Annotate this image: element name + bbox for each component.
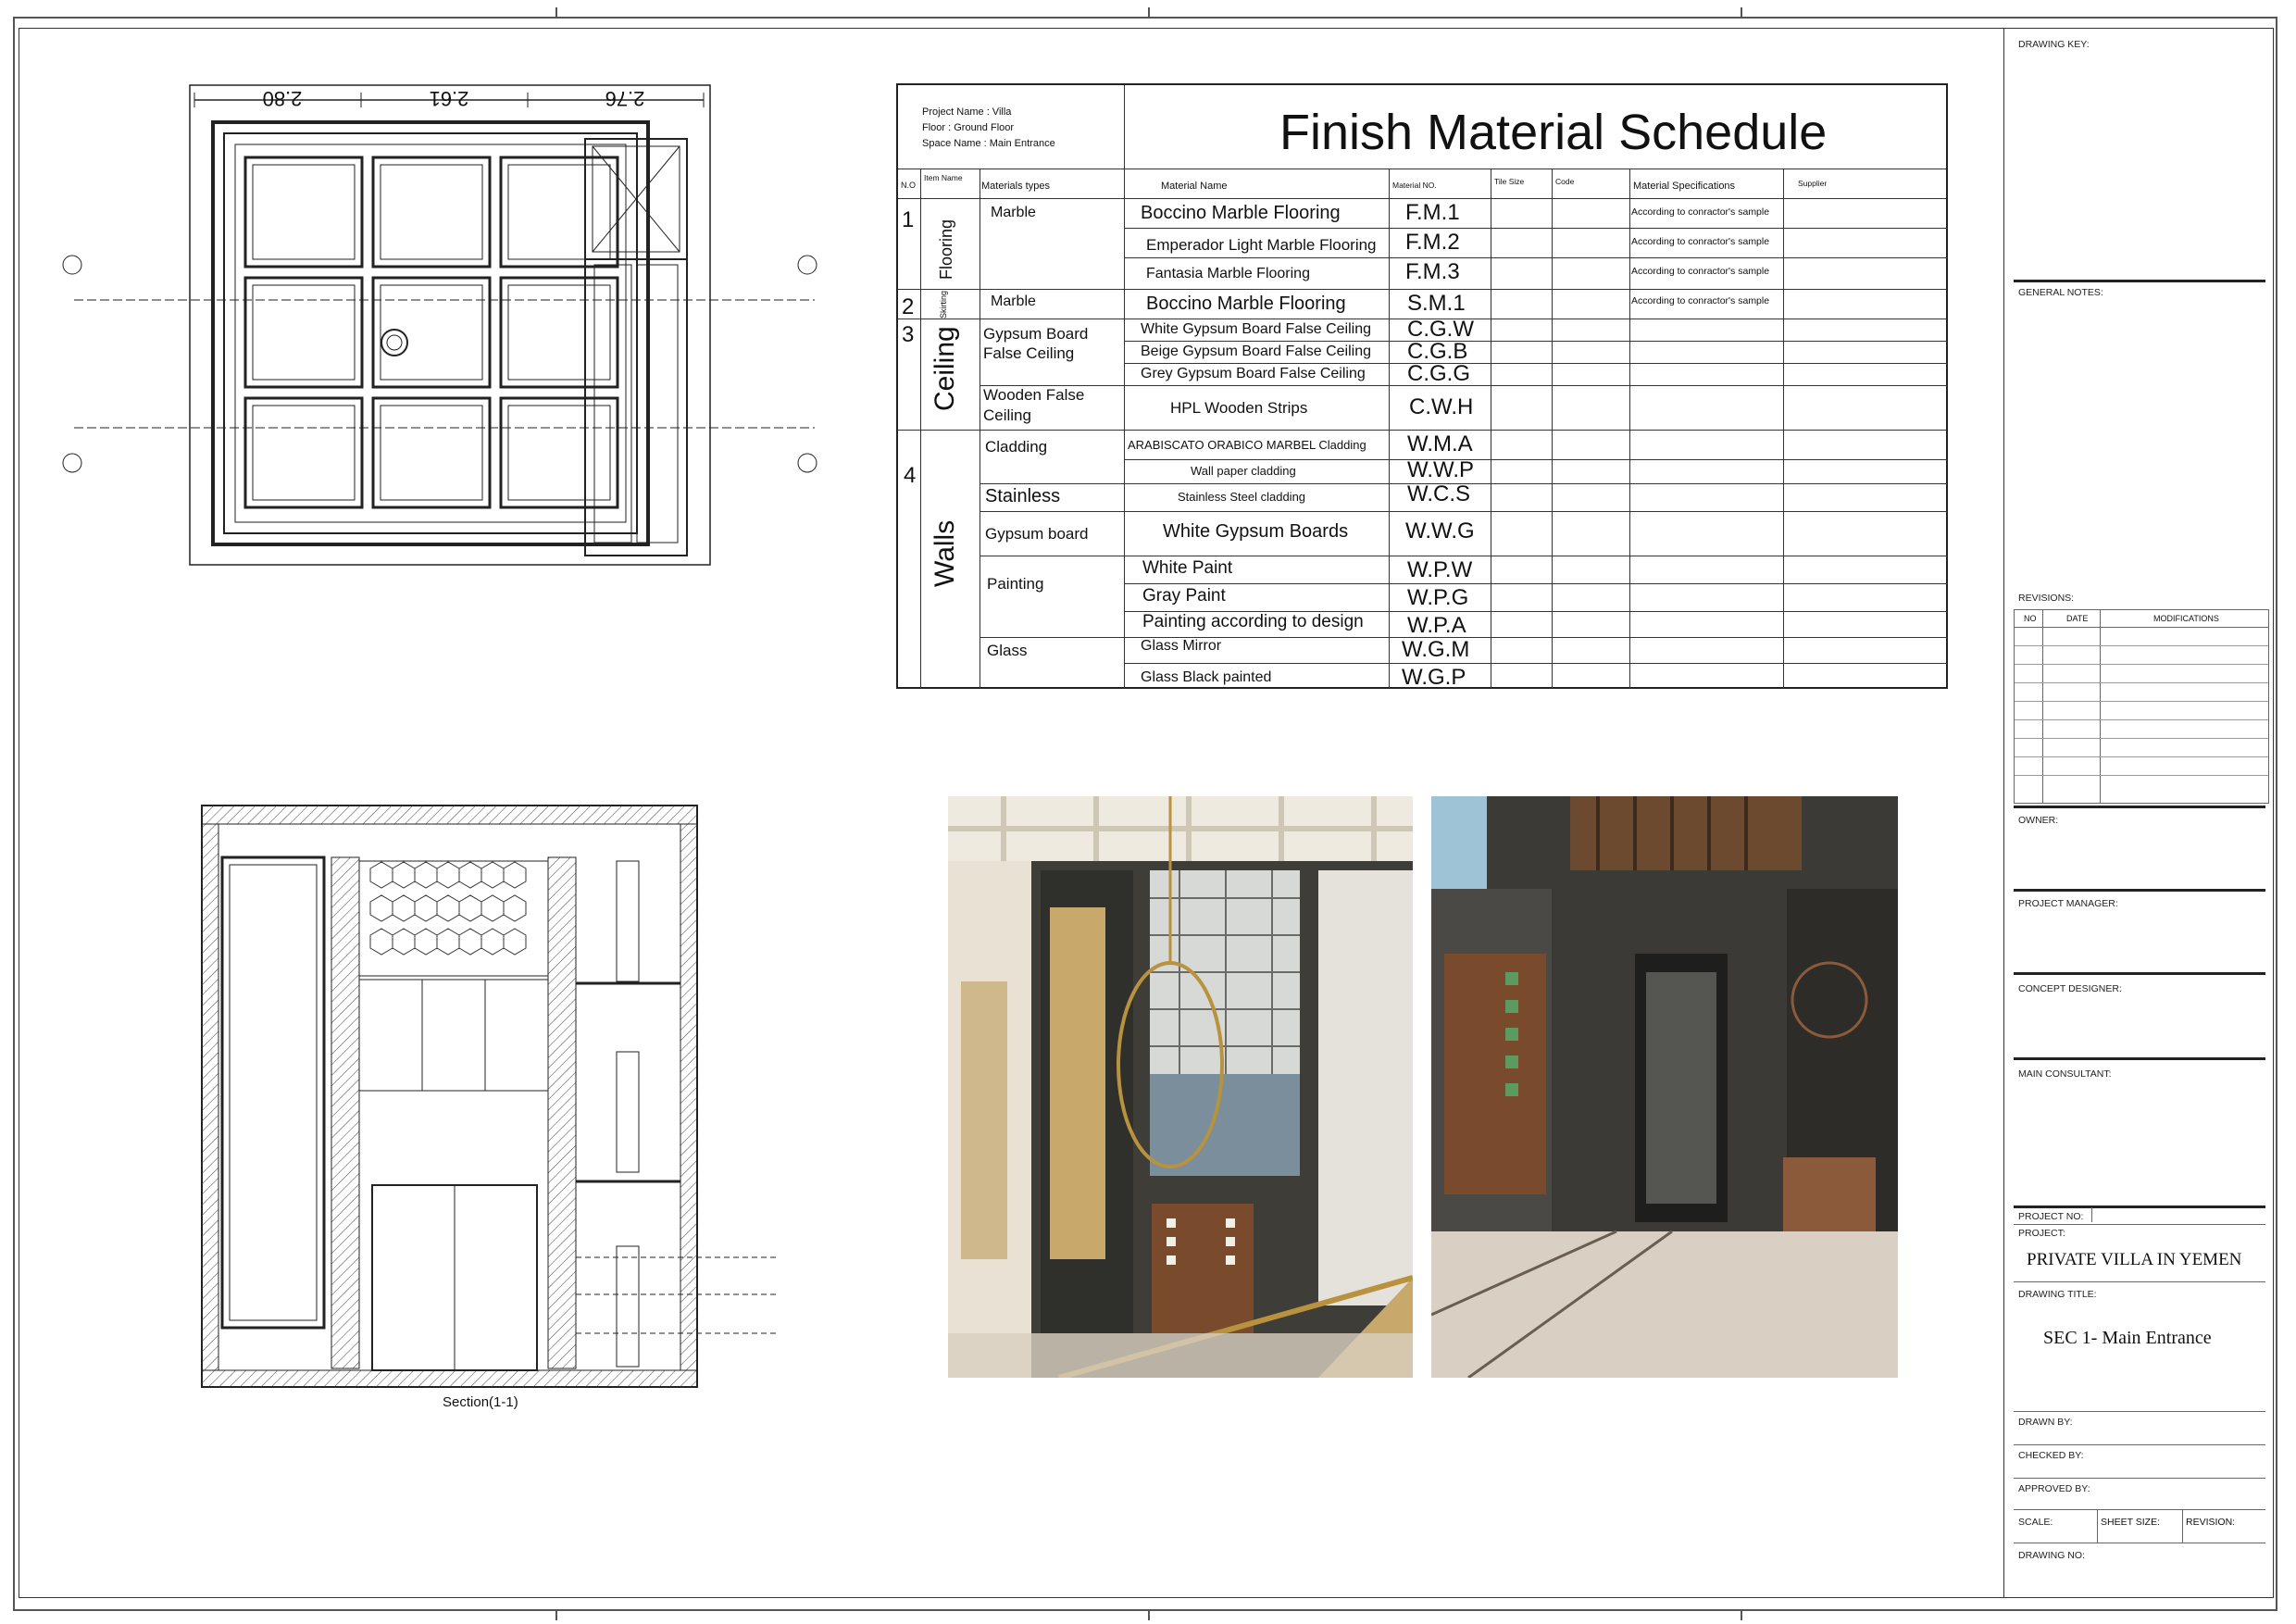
section-drawing xyxy=(194,804,842,1415)
group-1-item: Flooring xyxy=(937,219,955,280)
type-stainless: Stainless xyxy=(985,486,1061,506)
title-block xyxy=(2003,28,2274,1598)
group-4-no: 4 xyxy=(904,463,917,488)
row-name: White Gypsum Boards xyxy=(1163,521,1349,542)
row-name: White Gypsum Board False Ceiling xyxy=(1141,321,1371,337)
group-4-item: Walls xyxy=(930,519,960,587)
row-spec: According to conractor's sample xyxy=(1631,206,1770,218)
group-1-no: 1 xyxy=(902,207,915,232)
grid-tick xyxy=(1148,1609,1150,1620)
row-name: Stainless Steel cladding xyxy=(1178,490,1306,504)
row-name: Boccino Marble Flooring xyxy=(1146,294,1346,314)
group-2-item: Skirting xyxy=(939,290,948,319)
row-name: ARABISCATO ORABICO MARBEL Cladding xyxy=(1128,438,1366,452)
group-3-item: Ceiling xyxy=(930,326,960,411)
row-no: C.G.G xyxy=(1407,361,1471,386)
row-no: W.C.S xyxy=(1407,481,1471,506)
row-spec: According to conractor's sample xyxy=(1631,236,1770,247)
row-name: Painting according to design xyxy=(1142,612,1364,631)
header-material-name: Material Name xyxy=(1161,181,1228,192)
revision-label: REVISION: xyxy=(2186,1517,2236,1528)
row-name: Gray Paint xyxy=(1142,586,1226,606)
drawing-no-label: DRAWING NO: xyxy=(2018,1550,2085,1561)
project-name: Project Name : Villa xyxy=(922,106,1012,118)
sheet-size-label: SHEET SIZE: xyxy=(2101,1517,2160,1528)
project-label: PROJECT: xyxy=(2018,1228,2065,1239)
row-spec: According to conractor's sample xyxy=(1631,295,1770,306)
group-3-no: 3 xyxy=(902,322,915,347)
grid-tick xyxy=(555,1609,557,1620)
revisions-table xyxy=(2014,609,2269,804)
row-no: C.G.B xyxy=(1407,339,1468,364)
drawing-title-label: DRAWING TITLE: xyxy=(2018,1289,2097,1300)
render-image-2 xyxy=(1431,796,1898,1378)
row-name: Grey Gypsum Board False Ceiling xyxy=(1141,366,1366,381)
main-consultant-label: MAIN CONSULTANT: xyxy=(2018,1068,2112,1080)
type-painting: Painting xyxy=(987,575,1044,593)
plan-dim-2: 2.61 xyxy=(429,87,469,110)
header-code: Code xyxy=(1555,177,1575,186)
row-no: W.W.G xyxy=(1405,518,1475,543)
owner-label: OWNER: xyxy=(2018,815,2059,826)
plan-dim-1: 2.76 xyxy=(605,87,645,110)
scale-label: SCALE: xyxy=(2018,1517,2053,1528)
header-tile-size: Tile Size xyxy=(1494,177,1525,186)
type-marble-1: Marble xyxy=(991,205,1036,220)
row-name: Wall paper cladding xyxy=(1191,464,1296,478)
space-name: Space Name : Main Entrance xyxy=(922,138,1055,149)
header-no: N.O xyxy=(901,181,917,190)
type-marble-2: Marble xyxy=(991,294,1036,309)
row-name: Emperador Light Marble Flooring xyxy=(1146,236,1377,254)
rev-date-header: DATE xyxy=(2066,614,2089,623)
row-no: F.M.1 xyxy=(1405,200,1460,225)
row-no: W.W.P xyxy=(1407,457,1474,482)
floor-name: Floor : Ground Floor xyxy=(922,122,1015,133)
row-no: W.G.M xyxy=(1402,637,1470,662)
drawing-title-value: SEC 1- Main Entrance xyxy=(2043,1328,2212,1348)
type-gypsum-board: Gypsum board xyxy=(985,525,1089,543)
header-item-name: Item Name xyxy=(924,173,963,182)
row-name: Glass Mirror xyxy=(1141,638,1222,654)
drawing-key-label: DRAWING KEY: xyxy=(2018,39,2090,50)
row-no: C.W.H xyxy=(1409,394,1474,419)
row-no: S.M.1 xyxy=(1407,291,1466,316)
header-material-types: Materials types xyxy=(981,181,1050,192)
row-no: W.P.A xyxy=(1407,613,1466,638)
grid-tick xyxy=(1148,7,1150,19)
header-supplier: Supplier xyxy=(1798,179,1828,188)
header-material-no: Material NO. xyxy=(1392,181,1437,190)
row-no: F.M.3 xyxy=(1405,259,1460,284)
rev-no-header: NO xyxy=(2024,614,2037,623)
render-image-1 xyxy=(948,796,1413,1378)
grid-tick xyxy=(1741,7,1742,19)
approved-by-label: APPROVED BY: xyxy=(2018,1483,2090,1494)
row-name: HPL Wooden Strips xyxy=(1170,399,1308,417)
section-label: Section(1-1) xyxy=(443,1394,518,1410)
project-no-label: PROJECT NO: xyxy=(2018,1211,2084,1222)
grid-tick xyxy=(1741,1609,1742,1620)
project-manager-label: PROJECT MANAGER: xyxy=(2018,898,2118,909)
project-value: PRIVATE VILLA IN YEMEN xyxy=(2027,1250,2242,1269)
row-name: Glass Black painted xyxy=(1141,669,1272,685)
row-no: F.M.2 xyxy=(1405,230,1460,255)
group-2-no: 2 xyxy=(902,294,915,319)
concept-designer-label: CONCEPT DESIGNER: xyxy=(2018,983,2122,994)
row-name: White Paint xyxy=(1142,558,1233,578)
schedule-title: Finish Material Schedule xyxy=(1279,105,1828,160)
type-glass: Glass xyxy=(987,642,1028,659)
grid-tick xyxy=(555,7,557,19)
general-notes-label: GENERAL NOTES: xyxy=(2018,287,2103,298)
row-no: W.P.G xyxy=(1407,585,1469,610)
row-no: C.G.W xyxy=(1407,317,1474,342)
ceiling-plan-drawing xyxy=(56,74,833,574)
type-wooden-false-2: Ceiling xyxy=(983,406,1031,424)
checked-by-label: CHECKED BY: xyxy=(2018,1450,2084,1461)
drawn-by-label: DRAWN BY: xyxy=(2018,1417,2073,1428)
row-no: W.G.P xyxy=(1402,665,1466,690)
row-name: Fantasia Marble Flooring xyxy=(1146,266,1310,281)
finish-material-schedule xyxy=(896,83,1948,689)
row-spec: According to conractor's sample xyxy=(1631,266,1770,277)
plan-dim-3: 2.80 xyxy=(262,87,303,110)
type-gypsum-false-1: Gypsum Board xyxy=(983,325,1089,343)
row-no: W.M.A xyxy=(1407,431,1473,456)
header-specifications: Material Specifications xyxy=(1633,181,1736,192)
type-gypsum-false-2: False Ceiling xyxy=(983,344,1075,362)
row-no: W.P.W xyxy=(1407,557,1473,582)
row-name: Beige Gypsum Board False Ceiling xyxy=(1141,344,1372,359)
type-cladding: Cladding xyxy=(985,438,1048,456)
type-wooden-false-1: Wooden False xyxy=(983,386,1085,404)
revisions-label: REVISIONS: xyxy=(2018,593,2075,604)
rev-modifications-header: MODIFICATIONS xyxy=(2153,614,2219,623)
row-name: Boccino Marble Flooring xyxy=(1141,203,1341,223)
